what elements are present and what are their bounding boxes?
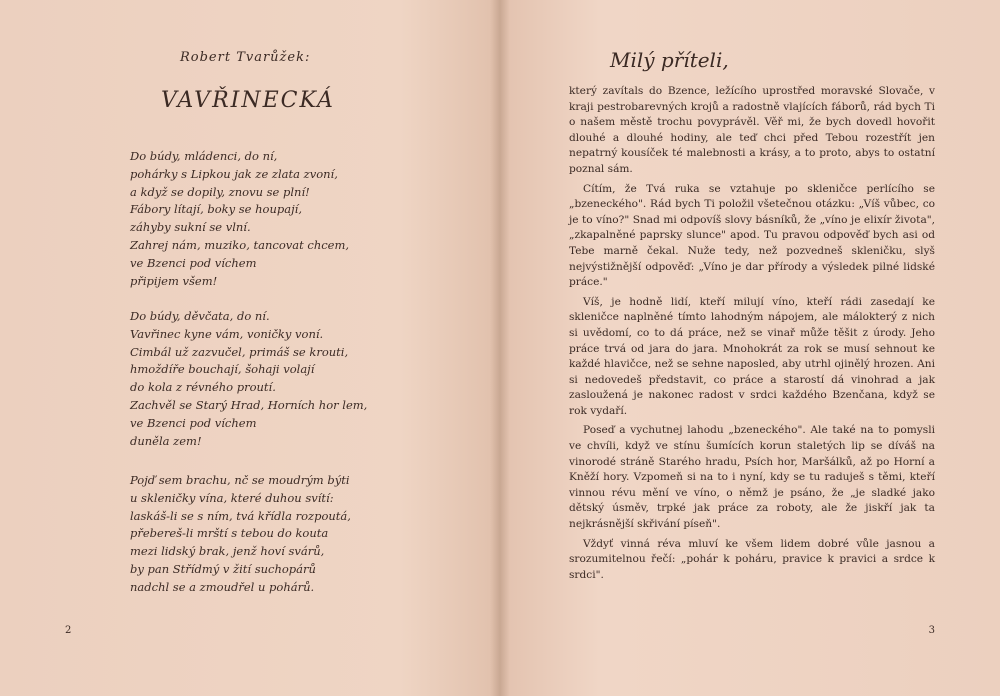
page-number-right: 3 [928,625,935,636]
verse-line: Zachvěl se Starý Hrad, Horních hor lem, [130,397,368,412]
poem-title: VAVŘINECKÁ [161,88,335,113]
verse-line: Zahrej nám, muziko, tancovat chcem, [130,237,350,252]
verse-line: u skleničky vína, které duhou svítí: [130,490,334,505]
paragraph: Cítím, že Tvá ruka se vztahuje po skleničce perlícího se „bzeneckého". Rád bych Ti položil všetečnou otázku: „Víš vůbec, co je to víno?" Snad mi odpovíš slovy básníků, že „víno je elixír života", „zkapalněné paprsky slunce" apod. Tu pravou odpověď bych asi od Tebe marně čekal. Nuže tedy, než pozvedneš skleničku, slyš nejvýstižnější odpověď: „Víno je dar přírody a výsledek pilné lidské práce." [569,182,935,289]
stanza-3 [130,472,351,597]
verse-line: a když se dopily, znovu se plní! [130,184,310,199]
verse-line: Fábory lítají, boky se houpají, [130,202,303,217]
verse-line: Do búdy, děvčata, do ní. [130,309,270,323]
verse-line: Vavřinec kyne vám, voničky voní. [130,326,324,341]
verse-line: ve Bzenci pod víchem [130,415,257,430]
paragraph: Víš, je hodně lidí, kteří milují víno, kteří rádi zasedají ke skleničce naplněné tímto lahodným nápojem, ale málokterý z nich si uvědomí, co to dá práce, než se vinař může těšit z úrody. Jeho práce trvá od jara do jara. Mnohokrát za rok se musí sehnout ke každé hlavičce, než se sehne naposled, aby utrhl ojinělý hrozen. Ani si nedovedeš představit, co práce a starostí dá vinohrad a jak zasloužená je nakonec radost v srdci každého Bzenčana, když se rok vydaří. [569,295,935,417]
left-page [0,0,495,696]
verse-line: Cimbál už zazvučel, primáš se krouti, [130,344,349,359]
verse-line: Pojď sem brachu, nč se moudrým býti [130,473,350,487]
verse-line: hmoždíře bouchají, šohaji volají [130,362,315,377]
verse-line: záhyby sukní se vlní. [130,220,251,235]
verse-line: duněla zem! [130,433,202,448]
paragraph: Poseď a vychutnej lahodu „bzeneckého". Ale také na to pomysli ve chvíli, když ve stínu šumících korun staletých lip se díváš na vinorodé stráně Starého hradu, Psích hor, Maršálků, až po Horní a Kněží hory. Vzpomeň si na to i nyní, kdy se tu raduješ s těmi, kteří vinnou révu mění ve víno, o němž je psáno, že „je sladké jako dětský úsměv, trpké jak práce za roboty, ale že jiskří jak ta nejkrásnější skřivání píseň". [569,424,935,531]
paragraph: který zavítals do Bzence, ležícího uprostřed moravské Slovače, v kraji pestrobarevných krojů a radostně vlajících fáborů, rád bych Ti o našem městě trochu povyprávěl. Věř mi, že bych dovedl hovořit dlouhé a dlouhé hodiny, ale teď chci před Tebou rozestřít jen nepatrný kousíček té malebnosti a krásy, a to proto, abys to ostatní poznal sám. [569,85,935,175]
stanza-1 [130,148,349,290]
verse-line: přebereš-li mrští s tebou do kouta [130,526,329,541]
paragraph: Vždyť vinná réva mluví ke všem lidem dobré vůle jasnou a srozumitelnou řečí: „pohár k poháru, pravice k pravici a srdce k srdci". [569,537,935,581]
verse-line: laskáš-li se s ním, tvá křídla rozpoutá, [130,508,351,523]
letter-body [569,84,935,587]
letter-greeting: Milý příteli, [610,48,729,72]
verse-line: pohárky s Lipkou jak ze zlata zvoní, [130,166,338,181]
verse-line: Do búdy, mládenci, do ní, [130,149,278,163]
poem-author: Robert Tvarůžek: [180,50,311,65]
verse-line: mezi lidský brak, jenž hoví svárů, [130,544,325,559]
verse-line: ve Bzenci pod víchem [130,255,257,270]
verse-line: by pan Střídmý v žití suchopárů [130,561,316,576]
right-page [505,0,1000,696]
verse-line: do kola z révného proutí. [130,380,276,395]
verse-line: připijem všem! [130,273,218,288]
verse-line: nadchl se a zmoudřel u pohárů. [130,579,315,594]
stanza-2 [130,308,367,450]
page-number-left: 2 [65,625,72,636]
